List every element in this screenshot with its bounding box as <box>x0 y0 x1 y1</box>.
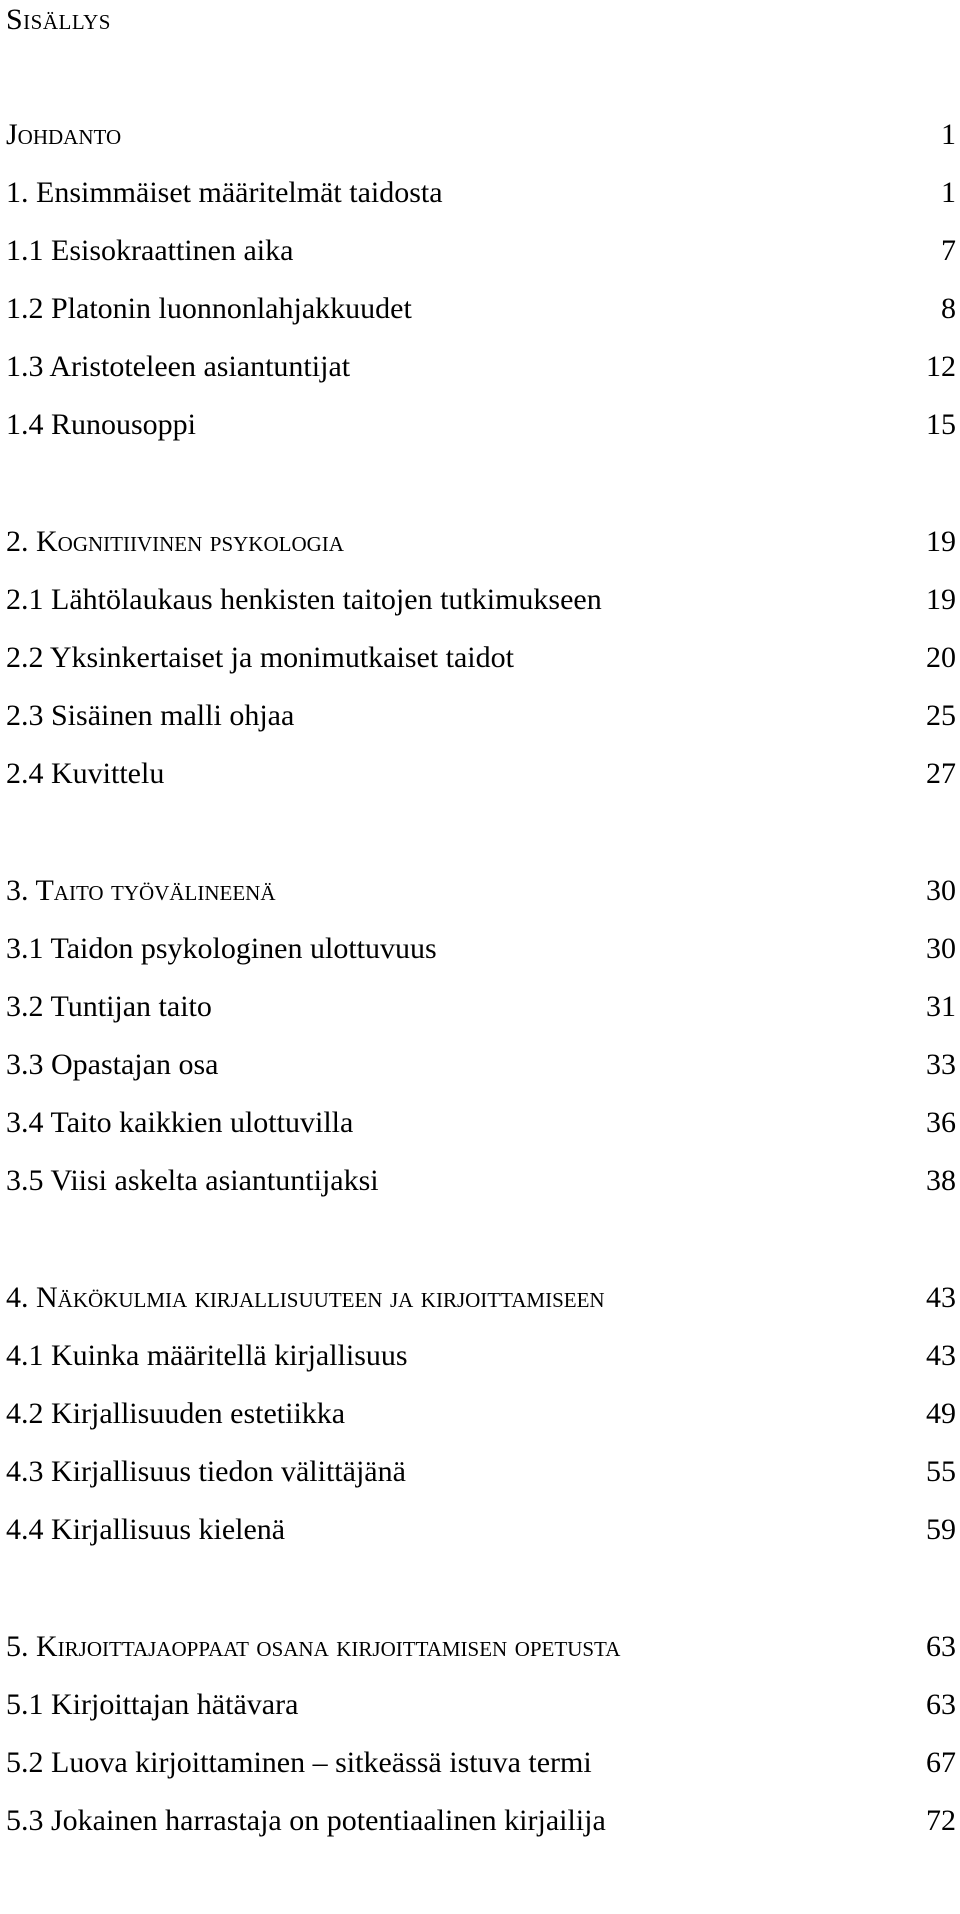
toc-section <box>6 1623 956 1855</box>
toc-section-heading <box>6 1274 956 1332</box>
toc-entry-label: 3.1 Taidon psykologinen ulottuvuus <box>6 932 437 965</box>
toc-page-number: 20 <box>926 641 956 674</box>
toc-entry-label: 5.2 Luova kirjoittaminen – sitkeässä istuva termi <box>6 1746 592 1779</box>
toc-page-number: 49 <box>926 1397 956 1430</box>
toc-entry <box>6 343 956 401</box>
toc-entry <box>6 1099 956 1157</box>
toc-entry-label: 4.1 Kuinka määritellä kirjallisuus <box>6 1339 408 1372</box>
toc-entry-label: 1.3 Aristoteleen asiantuntijat <box>6 350 351 383</box>
toc-entry-label: 5.1 Kirjoittajan hätävara <box>6 1688 299 1721</box>
toc-entry <box>6 1332 956 1390</box>
toc-page-number: 15 <box>926 408 956 441</box>
toc-page-number: 19 <box>926 583 956 616</box>
toc-entry-label: 3.2 Tuntijan taito <box>6 990 212 1023</box>
toc-page-number: 63 <box>926 1688 956 1721</box>
toc-entry <box>6 750 956 808</box>
toc-page-number: 1 <box>941 118 956 151</box>
toc-entry-label: 2.2 Yksinkertaiset ja monimutkaiset taidot <box>6 641 514 674</box>
toc-section <box>6 111 956 459</box>
toc-entry <box>6 1448 956 1506</box>
toc-entry-label: 1.4 Runousoppi <box>6 408 197 441</box>
toc-entry <box>6 1157 956 1215</box>
toc-page-number: 7 <box>941 234 956 267</box>
toc-page-number: 72 <box>926 1804 956 1837</box>
toc-entry-label: 2.3 Sisäinen malli ohjaa <box>6 699 295 732</box>
toc-entry <box>6 1739 956 1797</box>
toc-entry-label: 1.1 Esisokraattinen aika <box>6 234 294 267</box>
toc-entry <box>6 983 956 1041</box>
toc-section-heading <box>6 1623 956 1681</box>
page-title: Sisällys <box>6 3 111 36</box>
toc-page-number: 67 <box>926 1746 956 1779</box>
toc-entry <box>6 227 956 285</box>
toc-heading-label: 5. Kirjoittajaoppaat osana kirjoittamisen opetusta <box>6 1630 621 1663</box>
toc-page-number: 12 <box>926 350 956 383</box>
toc-entry <box>6 1390 956 1448</box>
toc-entry <box>6 576 956 634</box>
toc-entry-label: 3.4 Taito kaikkien ulottuvilla <box>6 1106 354 1139</box>
toc-entry <box>6 1041 956 1099</box>
toc-page-number: 30 <box>926 874 956 907</box>
toc-page-number: 43 <box>926 1339 956 1372</box>
toc-page-number: 31 <box>926 990 956 1023</box>
toc-heading-label: 2. Kognitiivinen psykologia <box>6 525 344 558</box>
toc-entry <box>6 692 956 750</box>
toc-entry-label: 3.3 Opastajan osa <box>6 1048 219 1081</box>
toc-section-heading <box>6 518 956 576</box>
toc-entry-label: 4.2 Kirjallisuuden estetiikka <box>6 1397 346 1430</box>
toc-entry <box>6 1506 956 1564</box>
toc-section-heading <box>6 111 956 169</box>
toc-heading-label: Johdanto <box>6 118 122 151</box>
toc-section <box>6 1274 956 1564</box>
toc-page-number: 55 <box>926 1455 956 1488</box>
toc-entry-label: 3.5 Viisi askelta asiantuntijaksi <box>6 1164 379 1197</box>
toc-entry <box>6 634 956 692</box>
toc-section <box>6 867 956 1215</box>
toc-entry-label: 5.3 Jokainen harrastaja on potentiaalinen kirjailija <box>6 1804 606 1837</box>
toc-entry <box>6 285 956 343</box>
toc-section-heading <box>6 867 956 925</box>
toc-entry-label: 1. Ensimmäiset määritelmät taidosta <box>6 176 443 209</box>
toc-entry-label: 2.1 Lähtölaukaus henkisten taitojen tutkimukseen <box>6 583 602 616</box>
toc-page-number: 30 <box>926 932 956 965</box>
toc-heading-label: 3. Taito työvälineenä <box>6 874 276 907</box>
toc-entry-label: 2.4 Kuvittelu <box>6 757 165 790</box>
toc-entry-label: 4.4 Kirjallisuus kielenä <box>6 1513 286 1546</box>
toc-entry <box>6 925 956 983</box>
toc-entry-label: 1.2 Platonin luonnonlahjakkuudet <box>6 292 412 325</box>
toc-page-number: 38 <box>926 1164 956 1197</box>
toc-entry <box>6 169 956 227</box>
toc-page-number: 43 <box>926 1281 956 1314</box>
toc-entry <box>6 1797 956 1855</box>
toc-heading-label: 4. Näkökulmia kirjallisuuteen ja kirjoittamiseen <box>6 1281 605 1314</box>
toc-page-number: 19 <box>926 525 956 558</box>
toc-page-number: 33 <box>926 1048 956 1081</box>
toc-entry <box>6 401 956 459</box>
toc-page-number: 1 <box>941 176 956 209</box>
toc-page-number: 25 <box>926 699 956 732</box>
toc-page-number: 63 <box>926 1630 956 1663</box>
toc-page-number: 36 <box>926 1106 956 1139</box>
table-of-contents <box>6 111 956 1914</box>
toc-page-number: 8 <box>941 292 956 325</box>
toc-section <box>6 518 956 808</box>
toc-entry <box>6 1681 956 1739</box>
toc-page-number: 59 <box>926 1513 956 1546</box>
toc-page-number: 27 <box>926 757 956 790</box>
toc-entry-label: 4.3 Kirjallisuus tiedon välittäjänä <box>6 1455 406 1488</box>
